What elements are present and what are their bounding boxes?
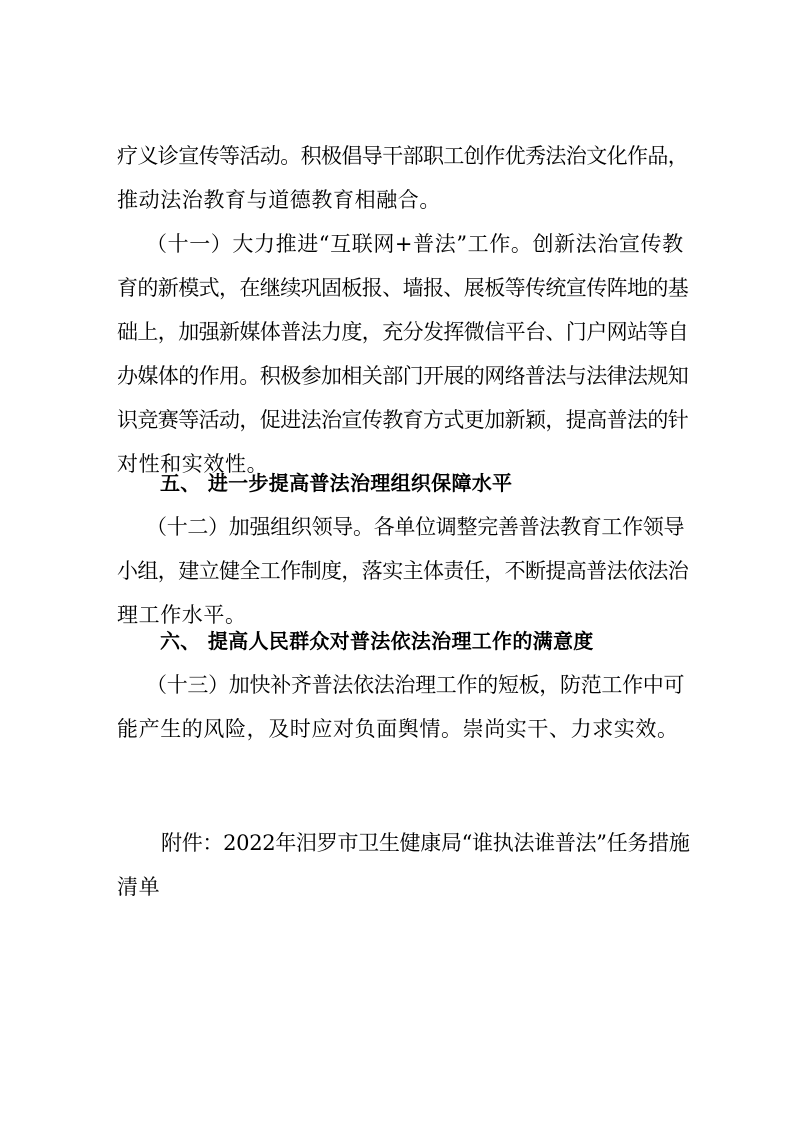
paragraph-line: 识竞赛等活动，促进法治宣传教育方式更加新颖，提高普法的针: [117, 408, 689, 432]
paragraph-line: 能产生的风险，及时应对负面舆情。崇尚实干、力求实效。: [117, 717, 679, 741]
section-heading: 五、 进一步提高普法治理组织保障水平: [160, 471, 513, 495]
paragraph-line: 推动法治教育与道德教育相融合。: [117, 188, 441, 212]
section-heading: 六、 提高人民群众对普法依法治理工作的满意度: [160, 629, 594, 653]
paragraph-line: 对性和实效性。: [117, 452, 269, 476]
paragraph-line: （十三）加快补齐普法依法治理工作的短板，防范工作中可: [146, 673, 685, 697]
paragraph-line: （十一）大力推进“互联网+普法”工作。创新法治宣传教: [146, 232, 684, 256]
attachment-line: 附件：2022年汨罗市卫生健康局“谁执法谁普法”任务措施: [161, 831, 690, 855]
paragraph-line: 疗义诊宣传等活动。积极倡导干部职工创作优秀法治文化作品，: [117, 144, 689, 168]
paragraph-line: 础上，加强新媒体普法力度，充分发挥微信平台、门户网站等自: [117, 320, 689, 344]
paragraph-line: （十二）加强组织领导。各单位调整完善普法教育工作领导: [146, 515, 685, 539]
paragraph-line: 育的新模式，在继续巩固板报、墙报、展板等传统宣传阵地的基: [117, 276, 689, 300]
paragraph-line: 小组，建立健全工作制度，落实主体责任，不断提高普法依法治: [117, 559, 689, 583]
paragraph-line: 办媒体的作用。积极参加相关部门开展的网络普法与法律法规知: [117, 364, 689, 388]
paragraph-line: 理工作水平。: [117, 603, 247, 627]
attachment-line: 清单: [117, 875, 161, 899]
